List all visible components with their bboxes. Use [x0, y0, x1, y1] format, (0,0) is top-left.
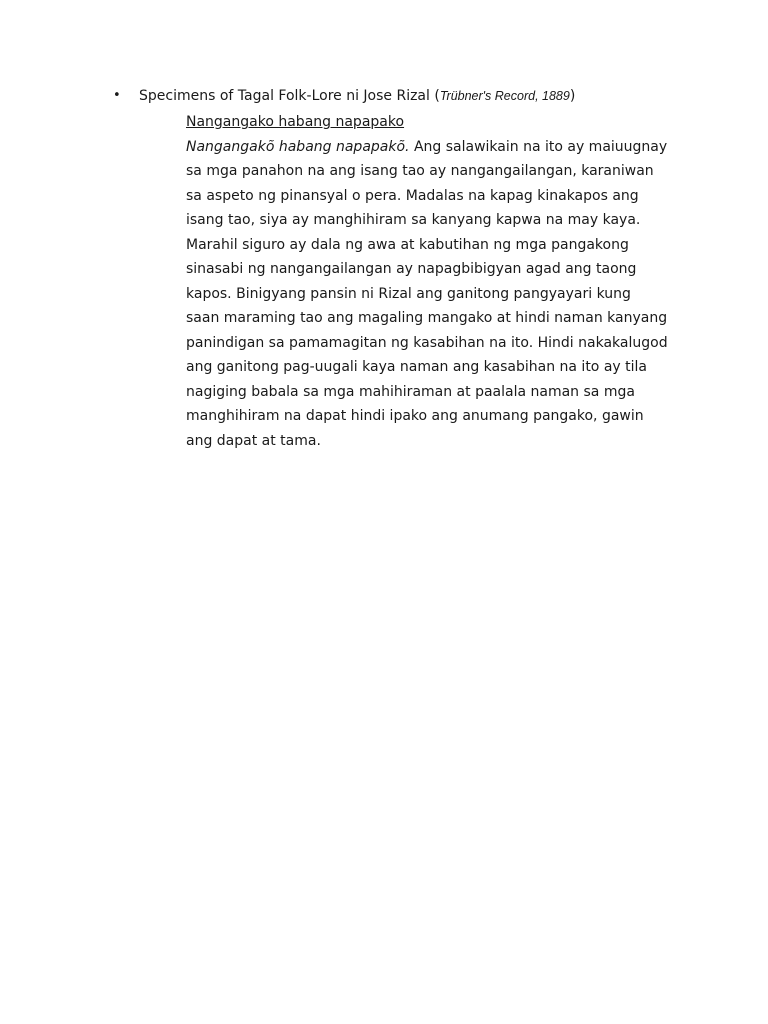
- paragraph-line: kapos. Binigyang pansin ni Rizal ang ganitong pangyayari kung: [186, 285, 631, 302]
- paragraph-line: sa mga panahon na ang isang tao ay nangangailangan, karaniwan: [186, 163, 654, 179]
- source-title: Specimens of Tagal Folk-Lore ni Jose Rizal: [139, 88, 430, 104]
- citation-title: Trübner's Record: [439, 89, 536, 103]
- proverb-heading: Nangangako habang napapako: [186, 114, 405, 130]
- proverb-section: [186, 110, 686, 453]
- paragraph-line: isang tao, siya ay manghihiram sa kanyang kapwa na may kaya.: [186, 212, 641, 228]
- bullet-text: [139, 86, 575, 106]
- paragraph-line: saan maraming tao ang magaling mangako at hindi naman kanyang: [186, 310, 668, 326]
- citation-separator: ,: [535, 89, 543, 103]
- bullet-icon: •: [113, 88, 121, 103]
- citation-year: 1889: [542, 89, 570, 103]
- paragraph-line: nagiging babala sa mga mahihiraman at paalala naman sa mga: [186, 383, 635, 400]
- paragraph-line: Ang salawikain na ito ay maiuugnay: [413, 138, 668, 155]
- paragraph-line: Marahil siguro ay dala ng awa at kabutihan ng mga pangakong: [186, 236, 629, 253]
- paragraph-line: panindigan sa pamamagitan ng kasabihan na ito. Hindi nakakalugod: [186, 334, 668, 351]
- paragraph-line: manghihiram na dapat hindi ipako ang anumang pangako, gawin: [186, 408, 644, 424]
- proverb-italic: Nangangakõ habang napapakõ.: [186, 138, 410, 155]
- paragraph-line-first: [186, 135, 686, 160]
- paragraph-line: sa aspeto ng pinansyal o pera. Madalas na kapag kinakapos ang: [186, 187, 639, 204]
- paragraph-line: ang dapat at tama.: [186, 432, 321, 449]
- paragraph-line: sinasabi ng nangangailangan ay napagbibigyan agad ang taong: [186, 261, 637, 277]
- open-paren: (: [429, 88, 440, 104]
- paragraph-line: ang ganitong pag-uugali kaya naman ang kasabihan na ito ay tila: [186, 359, 647, 375]
- close-paren: ): [569, 88, 576, 104]
